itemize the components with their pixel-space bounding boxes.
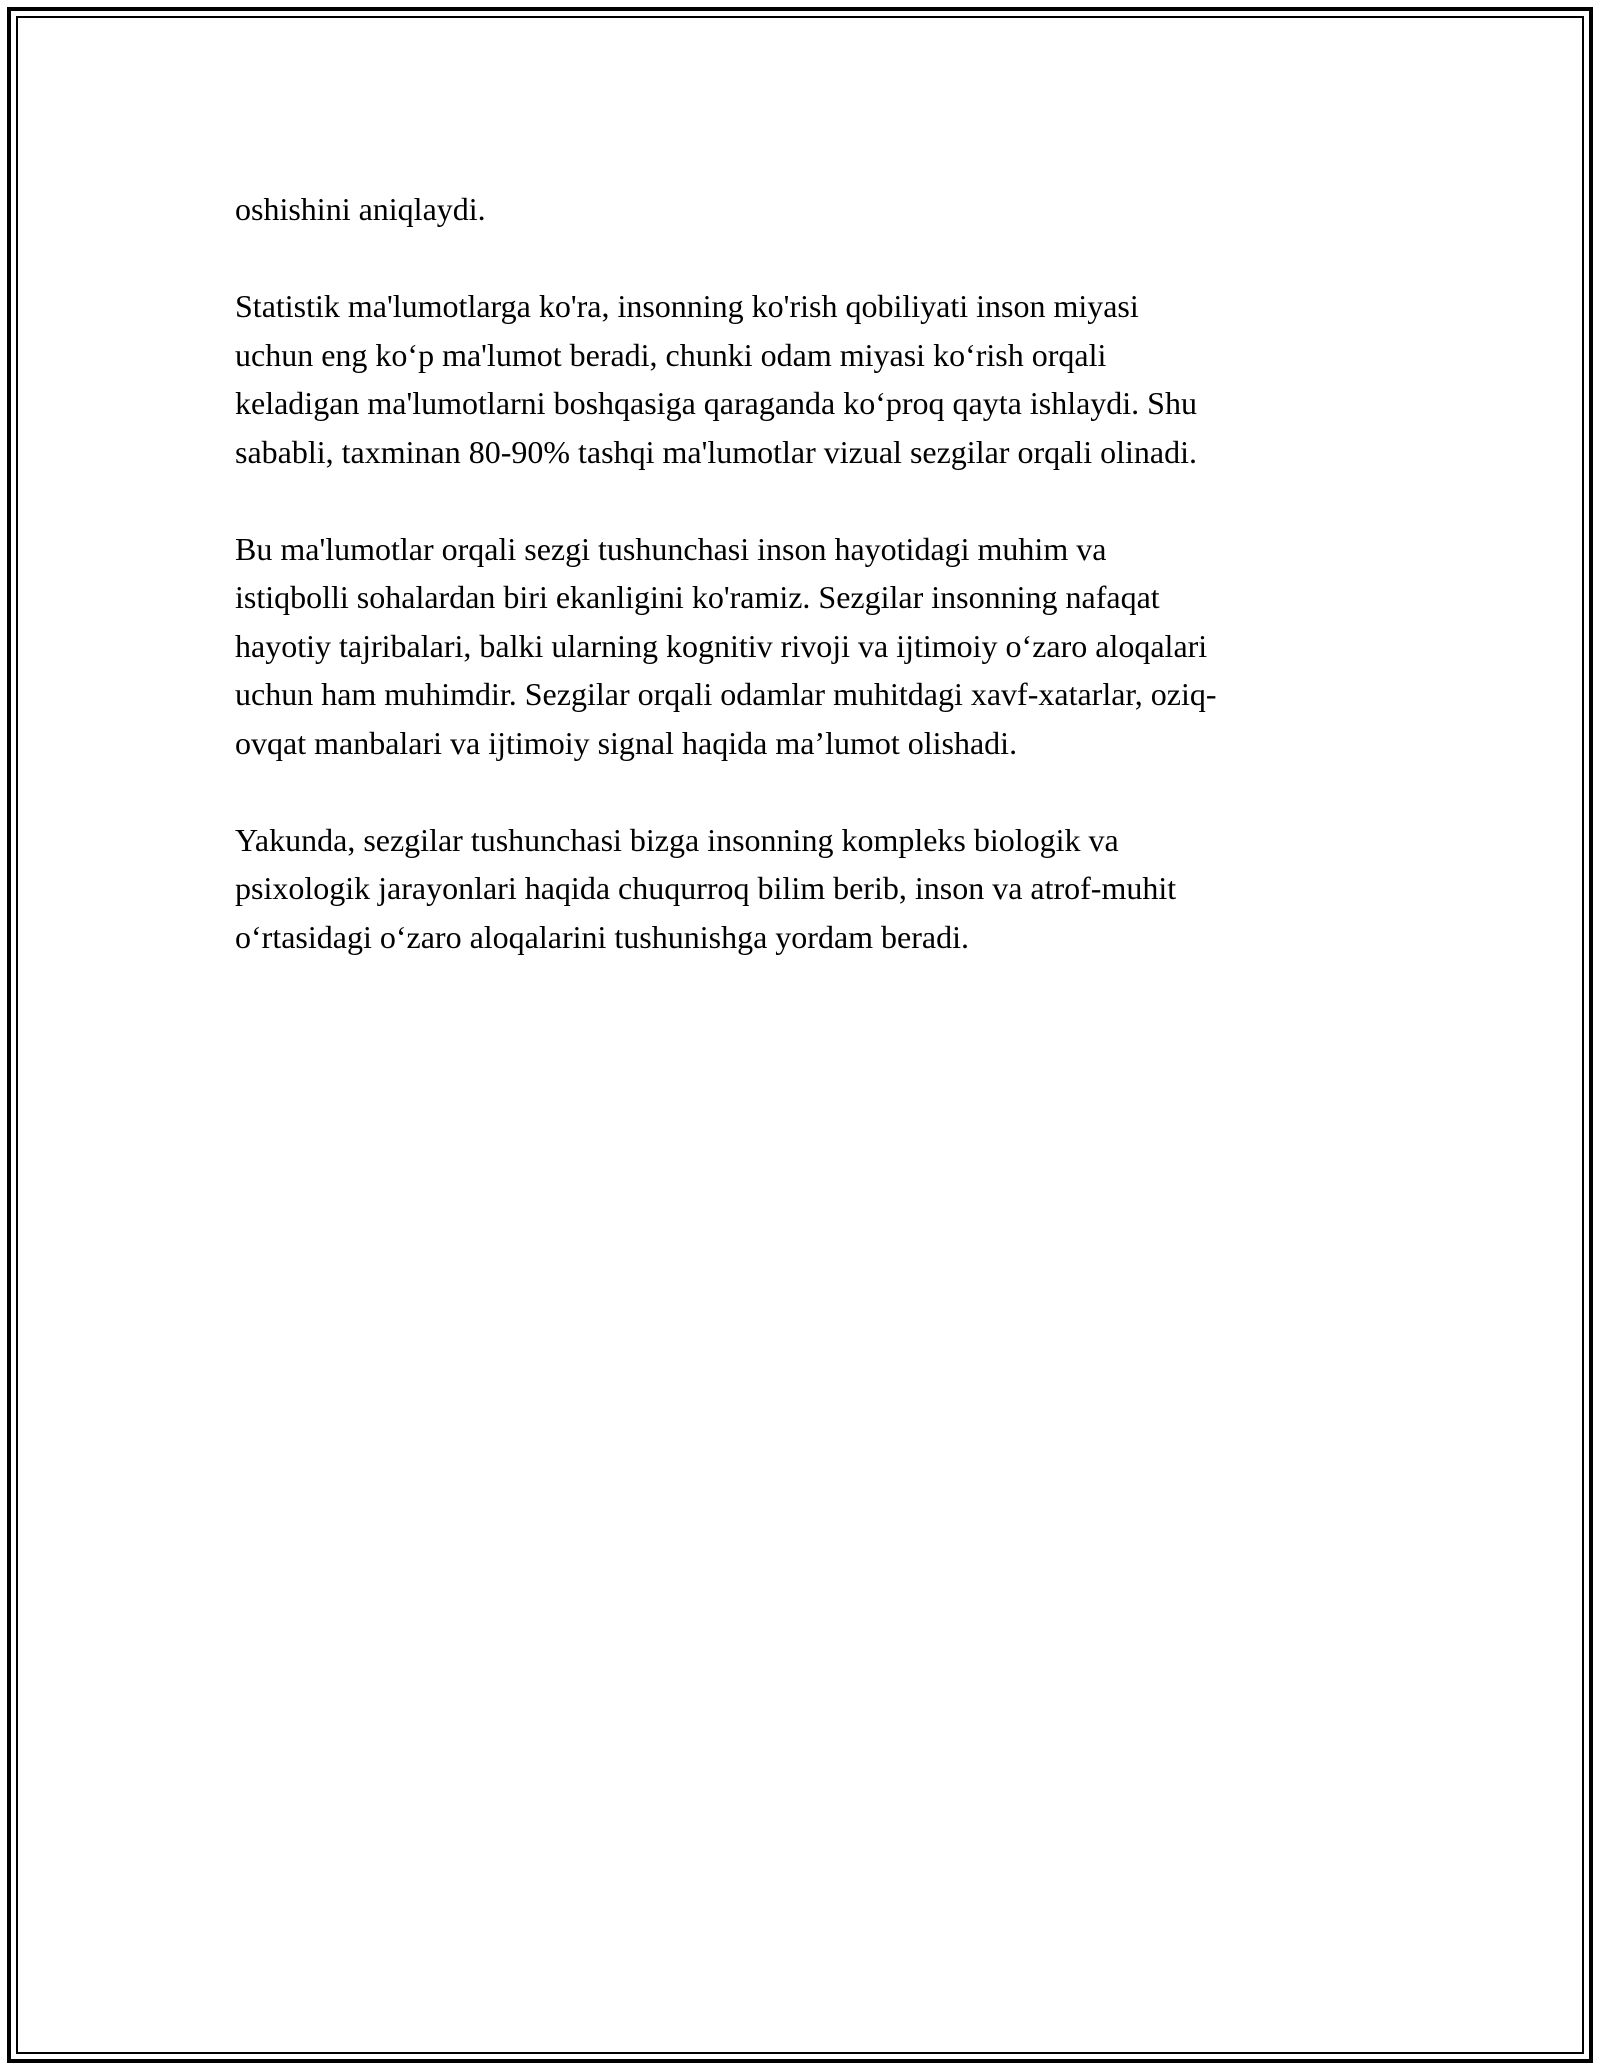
paragraph-conclusion — [235, 816, 1375, 962]
text-line: uchun ham muhimdir. Sezgilar orqali odamlar muhitdagi xavf-xatarlar, oziq- — [235, 676, 1217, 712]
text-line: Statistik ma'lumotlarga ko'ra, insonning ko'rish qobiliyati inson miyasi — [235, 288, 1139, 324]
text-line: psixologik jarayonlari haqida chuqurroq bilim berib, inson va atrof-muhit — [235, 870, 1177, 906]
text-line: keladigan ma'lumotlarni boshqasiga qaraganda ko‘proq qayta ishlaydi. Shu — [235, 385, 1197, 421]
text-line: oshishini aniqlaydi. — [235, 191, 486, 227]
document-body — [235, 185, 1375, 1010]
text-line: istiqbolli sohalardan biri ekanligini ko'ramiz. Sezgilar insonning nafaqat — [235, 579, 1160, 615]
text-line: Bu ma'lumotlar orqali sezgi tushunchasi inson hayotidagi muhim va — [235, 530, 1107, 567]
paragraph-importance — [235, 525, 1375, 768]
paragraph-statistics — [235, 282, 1375, 476]
text-line: o‘rtasidagi o‘zaro aloqalarini tushunishga yordam beradi. — [235, 918, 969, 955]
paragraph-continuation — [235, 185, 1375, 234]
text-line: hayotiy tajribalari, balki ularning kognitiv rivoji va ijtimoiy o‘zaro aloqalari — [235, 627, 1208, 664]
text-line: sababli, taxminan 80-90% tashqi ma'lumotlar vizual sezgilar orqali olinadi. — [235, 433, 1197, 470]
text-line: Yakunda, sezgilar tushunchasi bizga insonning kompleks biologik va — [235, 821, 1119, 858]
text-line: ovqat manbalari va ijtimoiy signal haqida ma’lumot olishadi. — [235, 724, 1018, 761]
text-line: uchun eng ko‘p ma'lumot beradi, chunki odam miyasi ko‘rish orqali — [235, 336, 1107, 373]
